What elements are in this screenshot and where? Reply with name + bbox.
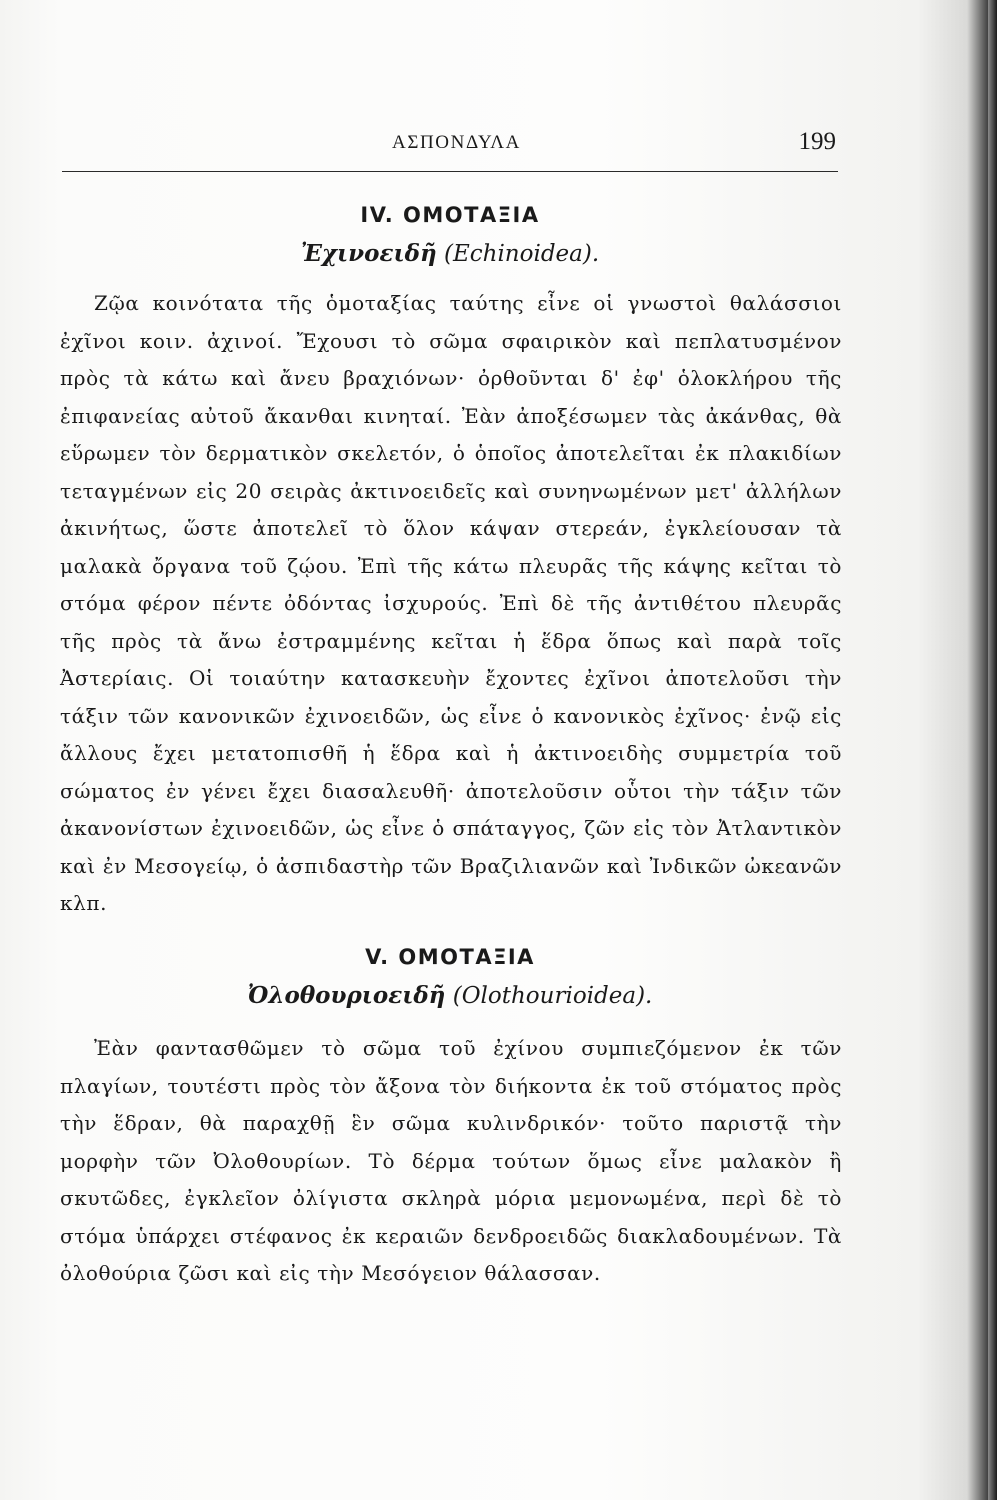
section-subtitle-v — [62, 982, 838, 1009]
paragraph-olothourioidea: Ἐὰν φαντασθῶμεν τὸ σῶμα τοῦ ἐχίνου συμπιεζόμενον ἐκ τῶν πλαγίων, τουτέστι πρὸς τὸν ἄξονα τὸν διήκοντα ἐκ τοῦ στόματος πρὸς τὴν ἕδραν, θὰ παραχθῇ ἓν σῶμα κυλινδρικόν· τοῦτο παριστᾷ τὴν μορφὴν τῶν Ὀλοθουρίων. Τὸ δέρμα τούτων ὅμως εἶνε μαλακὸν ἢ σκυτῶδες, ἐγκλεῖον ὀλίγιστα σκληρὰ μόρια μεμονωμένα, περὶ δὲ τὸ στόμα ὑπάρχει στέφανος ἐκ κεραιῶν δενδροειδῶς διακλαδουμένων. Τὰ ὀλοθούρια ζῶσι καὶ εἰς τὴν Μεσόγειον θάλασσαν. — [60, 1036, 842, 1285]
section-subtitle-iv — [62, 240, 838, 267]
section-heading-iv: IV. ΟΜΟΤΑΞΙΑ — [360, 203, 540, 227]
header-rule — [62, 171, 838, 172]
subtitle-greek-v: Ὀλοθουριοειδῆ — [247, 982, 446, 1009]
subtitle-latin-v: (Olothourioidea). — [452, 983, 653, 1009]
page-number: 199 — [798, 128, 836, 155]
paragraph-echinoidea: Ζῷα κοινότατα τῆς ὁμοταξίας ταύτης εἶνε οἱ γνωστοὶ θαλάσσιοι ἐχῖνοι κοιν. ἀχινοί. Ἔχουσι τὸ σῶμα σφαιρικὸν καὶ πεπλατυσμένον πρὸς τὰ κάτω καὶ ἄνευ βραχιόνων· ὀρθοῦνται δ' ἐφ' ὁλοκλήρου τῆς ἐπιφανείας αὐτοῦ ἄκανθαι κινηταί. Ἐὰν ἀποξέσωμεν τὰς ἀκάνθας, θὰ εὕρωμεν τὸν δερματικὸν σκελετόν, ὁ ὁποῖος ἀποτελεῖται ἐκ πλακιδίων τεταγμένων εἰς 20 σειρὰς ἀκτινοειδεῖς καὶ συνηνωμένων μετ' ἀλλήλων ἀκινήτως, ὥστε ἀποτελεῖ τὸ ὅλον κάψαν στερεάν, ἐγκλείουσαν τὰ μαλακὰ ὄργανα τοῦ ζῴου. Ἐπὶ τῆς κάτω πλευρᾶς τῆς κάψης κεῖται τὸ στόμα φέρον πέντε ὀδόντας ἰσχυρούς. Ἐπὶ δὲ τῆς ἀντιθέτου πλευρᾶς τῆς πρὸς τὰ ἄνω ἐστραμμένης κεῖται ἡ ἕδρα ὅπως καὶ παρὰ τοῖς Ἀστερίαις. Οἱ τοιαύτην κατασκευὴν ἔχοντες ἐχῖνοι ἀποτελοῦσι τὴν τάξιν τῶν κανονικῶν ἐχινοειδῶν, ὡς εἶνε ὁ κανονικὸς ἐχῖνος· ἐνῷ εἰς ἄλλους ἔχει μετατοπισθῆ ἡ ἕδρα καὶ ἡ ἀκτινοειδὴς συμμετρία τοῦ σώματος ἐν γένει ἔχει διασαλευθῆ· ἀποτελοῦσιν οὗτοι τὴν τάξιν τῶν ἀκανονίστων ἐχινοειδῶν, ὡς εἶνε ὁ σπάταγγος, ζῶν εἰς τὸν Ἀτλαντικὸν καὶ ἐν Μεσογείῳ, ὁ ἀσπιδαστὴρ τῶν Βραζιλιανῶν καὶ Ἰνδικῶν ὠκεανῶν κλπ. — [60, 291, 842, 915]
subtitle-latin-iv: (Echinoidea). — [443, 241, 600, 267]
page-edge-shadow — [988, 0, 997, 1500]
subtitle-greek-iv: Ἐχινοειδῆ — [300, 240, 437, 267]
running-header — [62, 128, 838, 168]
running-title: ΑΣΠΟΝΔΥΛΑ — [392, 132, 521, 153]
section-heading-v: V. ΟΜΟΤΑΞΙΑ — [365, 945, 535, 969]
